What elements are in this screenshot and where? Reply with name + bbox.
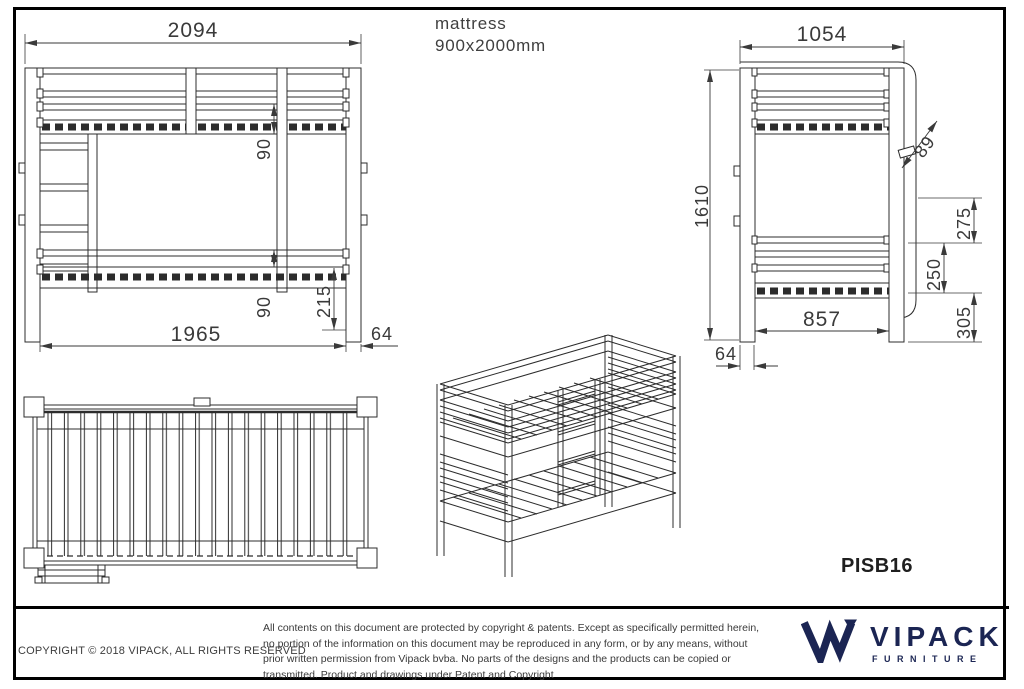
dim-front-overall-width: 2094 xyxy=(167,19,219,42)
dim-front-post-width: 64 xyxy=(370,324,394,344)
dim-side-post-width: 64 xyxy=(714,344,738,364)
vipack-logo-text xyxy=(870,623,1004,664)
legal-line: All contents on this document are protected by copyright & patents. Except as specifically permitted herein, xyxy=(263,622,760,634)
footer xyxy=(13,609,1009,683)
product-code: PISB16 xyxy=(841,555,913,577)
brand-name: VIPACK xyxy=(870,621,1004,652)
vipack-logo xyxy=(801,619,1004,668)
vipack-logo-icon xyxy=(801,619,857,668)
brand-tagline: FURNITURE xyxy=(872,654,983,664)
dim-side-inner-depth: 857 xyxy=(802,308,842,331)
legal-line: no portion of the information on this document may be reproduced in any form, or by any means, without xyxy=(263,637,748,650)
mattress-note-line2: 900x2000mm xyxy=(435,36,547,55)
dim-front-base-height: 215 xyxy=(314,284,334,318)
legal-line: transmitted. Product and drawings under Patent and Copyright xyxy=(263,668,554,681)
dim-side-upper-gap: 275 xyxy=(954,206,974,240)
dim-side-overall-height: 1610 xyxy=(692,183,712,228)
dim-side-mid-gap: 250 xyxy=(924,257,944,291)
dim-front-inner-length: 1965 xyxy=(170,323,222,346)
sheet-border-frame xyxy=(13,7,1006,680)
legal-line: prior written permission from Vipack bvba. No parts of the designs and the products can be copied or xyxy=(263,653,731,665)
dim-side-overall-depth: 1054 xyxy=(796,23,848,46)
copyright-text: COPYRIGHT © 2018 VIPACK, ALL RIGHTS RESERVED xyxy=(18,645,306,657)
legal-text xyxy=(263,621,759,683)
dim-side-lower-height: 305 xyxy=(954,305,974,339)
mattress-note-line1: mattress xyxy=(435,14,507,33)
dim-side-bracket: 89 xyxy=(910,131,940,162)
dim-front-rail-lower: 90 xyxy=(254,295,274,318)
dim-front-rail-upper: 90 xyxy=(254,137,274,160)
